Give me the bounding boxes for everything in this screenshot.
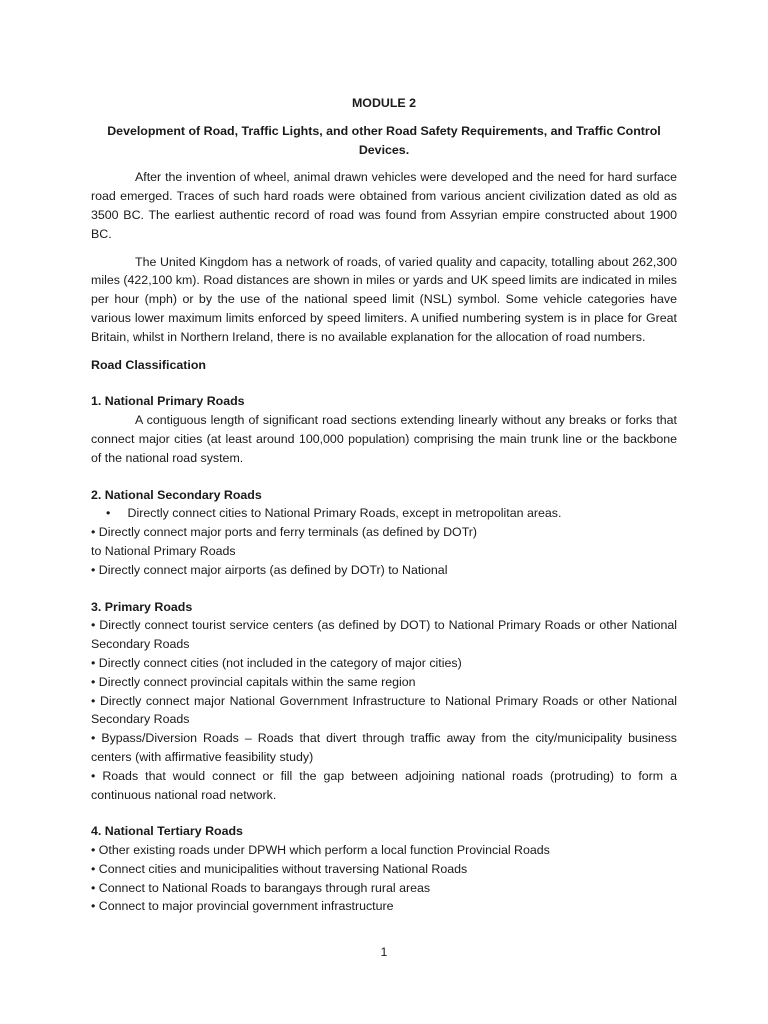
classification-heading: Road Classification xyxy=(91,357,206,372)
list-item: • Other existing roads under DPWH which perform a local function Provincial Roads xyxy=(91,843,550,858)
list-item: • Directly connect major National Government Infrastructure to National Primary Roads or other National Secondary Roads xyxy=(91,693,677,727)
intro-paragraph: After the invention of wheel, animal drawn vehicles were developed and the need for hard surface road emerged. Traces of such hard roads were obtained from various ancient civilization dated as old as 3500 BC. The earliest authentic record of road was found from Assyrian empire constructed about 1900 BC. xyxy=(91,170,677,241)
intro-paragraph: The United Kingdom has a network of roads, of varied quality and capacity, totalling about 262,300 miles (422,100 km). Road distances are shown in miles or yards and UK speed limits are indicated in miles per hour (mph) or by the use of the national speed limit (NSL) symbol. Some vehicle categories have various lower maximum limits enforced by speed limiters. A unified numbering system is in place for Great Britain, whilst in Northern Ireland, there is no available explanation for the allocation of road numbers. xyxy=(91,254,677,344)
list-item: • Bypass/Diversion Roads – Roads that divert through traffic away from the city/municipality business centers (with affirmative feasibility study) xyxy=(91,731,677,764)
section-heading: 4. National Tertiary Roads xyxy=(91,824,243,839)
list-item: • Connect to major provincial government infrastructure xyxy=(91,899,394,914)
section-heading: 2. National Secondary Roads xyxy=(91,487,262,502)
list-item: • Directly connect tourist service centers (as defined by DOT) to National Primary Roads or other National Secondary Roads xyxy=(91,618,677,652)
list-item: to National Primary Roads xyxy=(91,543,236,558)
list-item: • Directly connect provincial capitals within the same region xyxy=(91,674,416,689)
list-item: • Connect cities and municipalities without traversing National Roads xyxy=(91,861,468,876)
section-heading: 3. Primary Roads xyxy=(91,599,193,614)
section-paragraph: A contiguous length of significant road sections extending linearly without any breaks or forks that connect major cities (at least around 100,000 population) comprising the main trunk line or the backbone of the national road system. xyxy=(91,413,677,465)
list-item: • Directly connect major airports (as defined by DOTr) to National xyxy=(91,562,448,577)
page-number: 1 xyxy=(380,945,388,959)
list-item: • Connect to National Roads to barangays through rural areas xyxy=(91,880,431,895)
list-item: • Directly connect cities to National Primary Roads, except in metropolitan areas. xyxy=(106,506,562,521)
module-title: MODULE 2 xyxy=(351,96,417,110)
list-item: • Directly connect major ports and ferry terminals (as defined by DOTr) xyxy=(91,525,478,540)
section-heading: 1. National Primary Roads xyxy=(91,394,245,409)
list-item: • Directly connect cities (not included in the category of major cities) xyxy=(91,655,462,670)
document-heading: Development of Road, Traffic Lights, and other Road Safety Requirements, and Traffic Control Devices. xyxy=(107,123,661,157)
page-content xyxy=(91,94,677,916)
list-item: • Roads that would connect or fill the gap between adjoining national roads (protruding) to form a continuous national road network. xyxy=(91,768,677,802)
